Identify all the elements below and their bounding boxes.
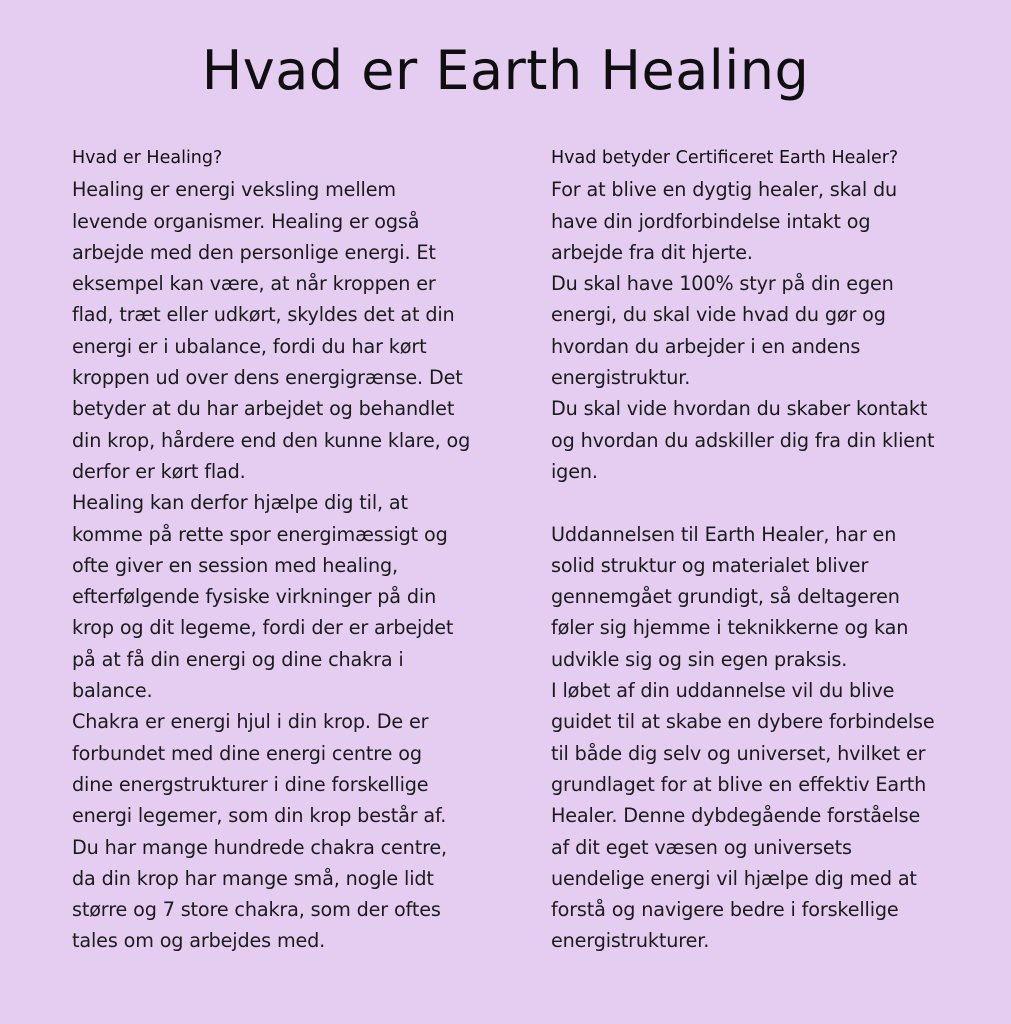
text-line: levende organismer. Healing er også [72, 209, 420, 233]
text-line: For at blive en dygtig healer, skal du [551, 178, 898, 202]
text-line: energi, du skal vide hvad du gør og [551, 303, 886, 327]
right-column-certified-earth-healer [551, 143, 971, 957]
right-column-body [551, 174, 971, 956]
text-line: hvordan du arbejder i en andens [551, 334, 861, 358]
text-line: ofte giver en session med healing, [72, 553, 398, 577]
text-line: eksempel kan være, at når kroppen er [72, 272, 436, 296]
text-line: Chakra er energi hjul i din krop. De er [72, 710, 429, 734]
text-line: energistruktur. [551, 366, 691, 390]
text-line: Du skal have 100% styr på din egen [551, 272, 894, 296]
text-line: solid struktur og materialet bliver [551, 553, 869, 577]
text-line: Healer. Denne dybdegående forståelse [551, 804, 921, 828]
text-line: Du har mange hundrede chakra centre, [72, 835, 447, 859]
text-line: forbundet med dine energi centre og [72, 741, 422, 765]
text-line: energistrukturer. [551, 929, 710, 953]
text-line: betyder at du har arbejdet og behandlet [72, 397, 455, 421]
text-line: arbejde fra dit hjerte. [551, 240, 753, 264]
text-line: grundlaget for at blive en effektiv Earth [551, 772, 927, 796]
text-line: større og 7 store chakra, som der oftes [72, 898, 441, 922]
text-line: Du skal vide hvordan du skaber kontakt [551, 397, 928, 421]
text-line: Healing er energi veksling mellem [72, 178, 396, 202]
text-line: og hvordan du adskiller dig fra din klient [551, 428, 935, 452]
text-line: derfor er kørt flad. [72, 459, 246, 483]
text-line: tales om og arbejdes med. [72, 929, 326, 953]
text-line: efterfølgende fysiske virkninger på din [72, 585, 437, 609]
text-line: komme på rette spor energimæssigt og [72, 522, 448, 546]
text-line: Healing kan derfor hjælpe dig til, at [72, 491, 408, 515]
left-column-what-is-healing [72, 143, 512, 957]
text-line: til både dig selv og universet, hvilket er [551, 741, 926, 765]
text-line: energi er i ubalance, fordi du har kørt [72, 334, 427, 358]
section-heading-certified-earth-healer: Hvad betyder Certificeret Earth Healer? [551, 148, 899, 168]
text-line: I løbet af din uddannelse vil du blive [551, 679, 895, 703]
text-line: uendelige energi vil hjælpe dig med at [551, 866, 917, 890]
text-line: have din jordforbindelse intakt og [551, 209, 871, 233]
text-line: kroppen ud over dens energigrænse. Det [72, 366, 463, 390]
text-line: udvikle sig og sin egen praksis. [551, 647, 848, 671]
text-line: føler sig hjemme i teknikkerne og kan [551, 616, 909, 640]
left-column-body [72, 174, 512, 956]
text-line: arbejde med den personlige energi. Et [72, 240, 436, 264]
text-line: krop og dit legeme, fordi der er arbejdet [72, 616, 454, 640]
text-line: dine energstrukturer i dine forskellige [72, 772, 429, 796]
text-line: på at få din energi og dine chakra i [72, 647, 404, 671]
text-line: da din krop har mange små, nogle lidt [72, 866, 434, 890]
text-line: balance. [72, 679, 153, 703]
page-title: Hvad er Earth Healing [201, 39, 810, 102]
text-line: igen. [551, 459, 598, 483]
text-line: guidet til at skabe en dybere forbindelse [551, 710, 935, 734]
text-line: af dit eget væsen og universets [551, 835, 852, 859]
section-heading-what-is-healing: Hvad er Healing? [72, 148, 223, 168]
text-line: din krop, hårdere end den kunne klare, og [72, 428, 471, 452]
text-line: energi legemer, som din krop består af. [72, 804, 447, 828]
text-line: Uddannelsen til Earth Healer, har en [551, 522, 897, 546]
text-line: forstå og navigere bedre i forskellige [551, 898, 899, 922]
text-line: flad, træt eller udkørt, skyldes det at din [72, 303, 455, 327]
text-line: gennemgået grundigt, så deltageren [551, 585, 900, 609]
paragraph-spacer [551, 487, 971, 518]
